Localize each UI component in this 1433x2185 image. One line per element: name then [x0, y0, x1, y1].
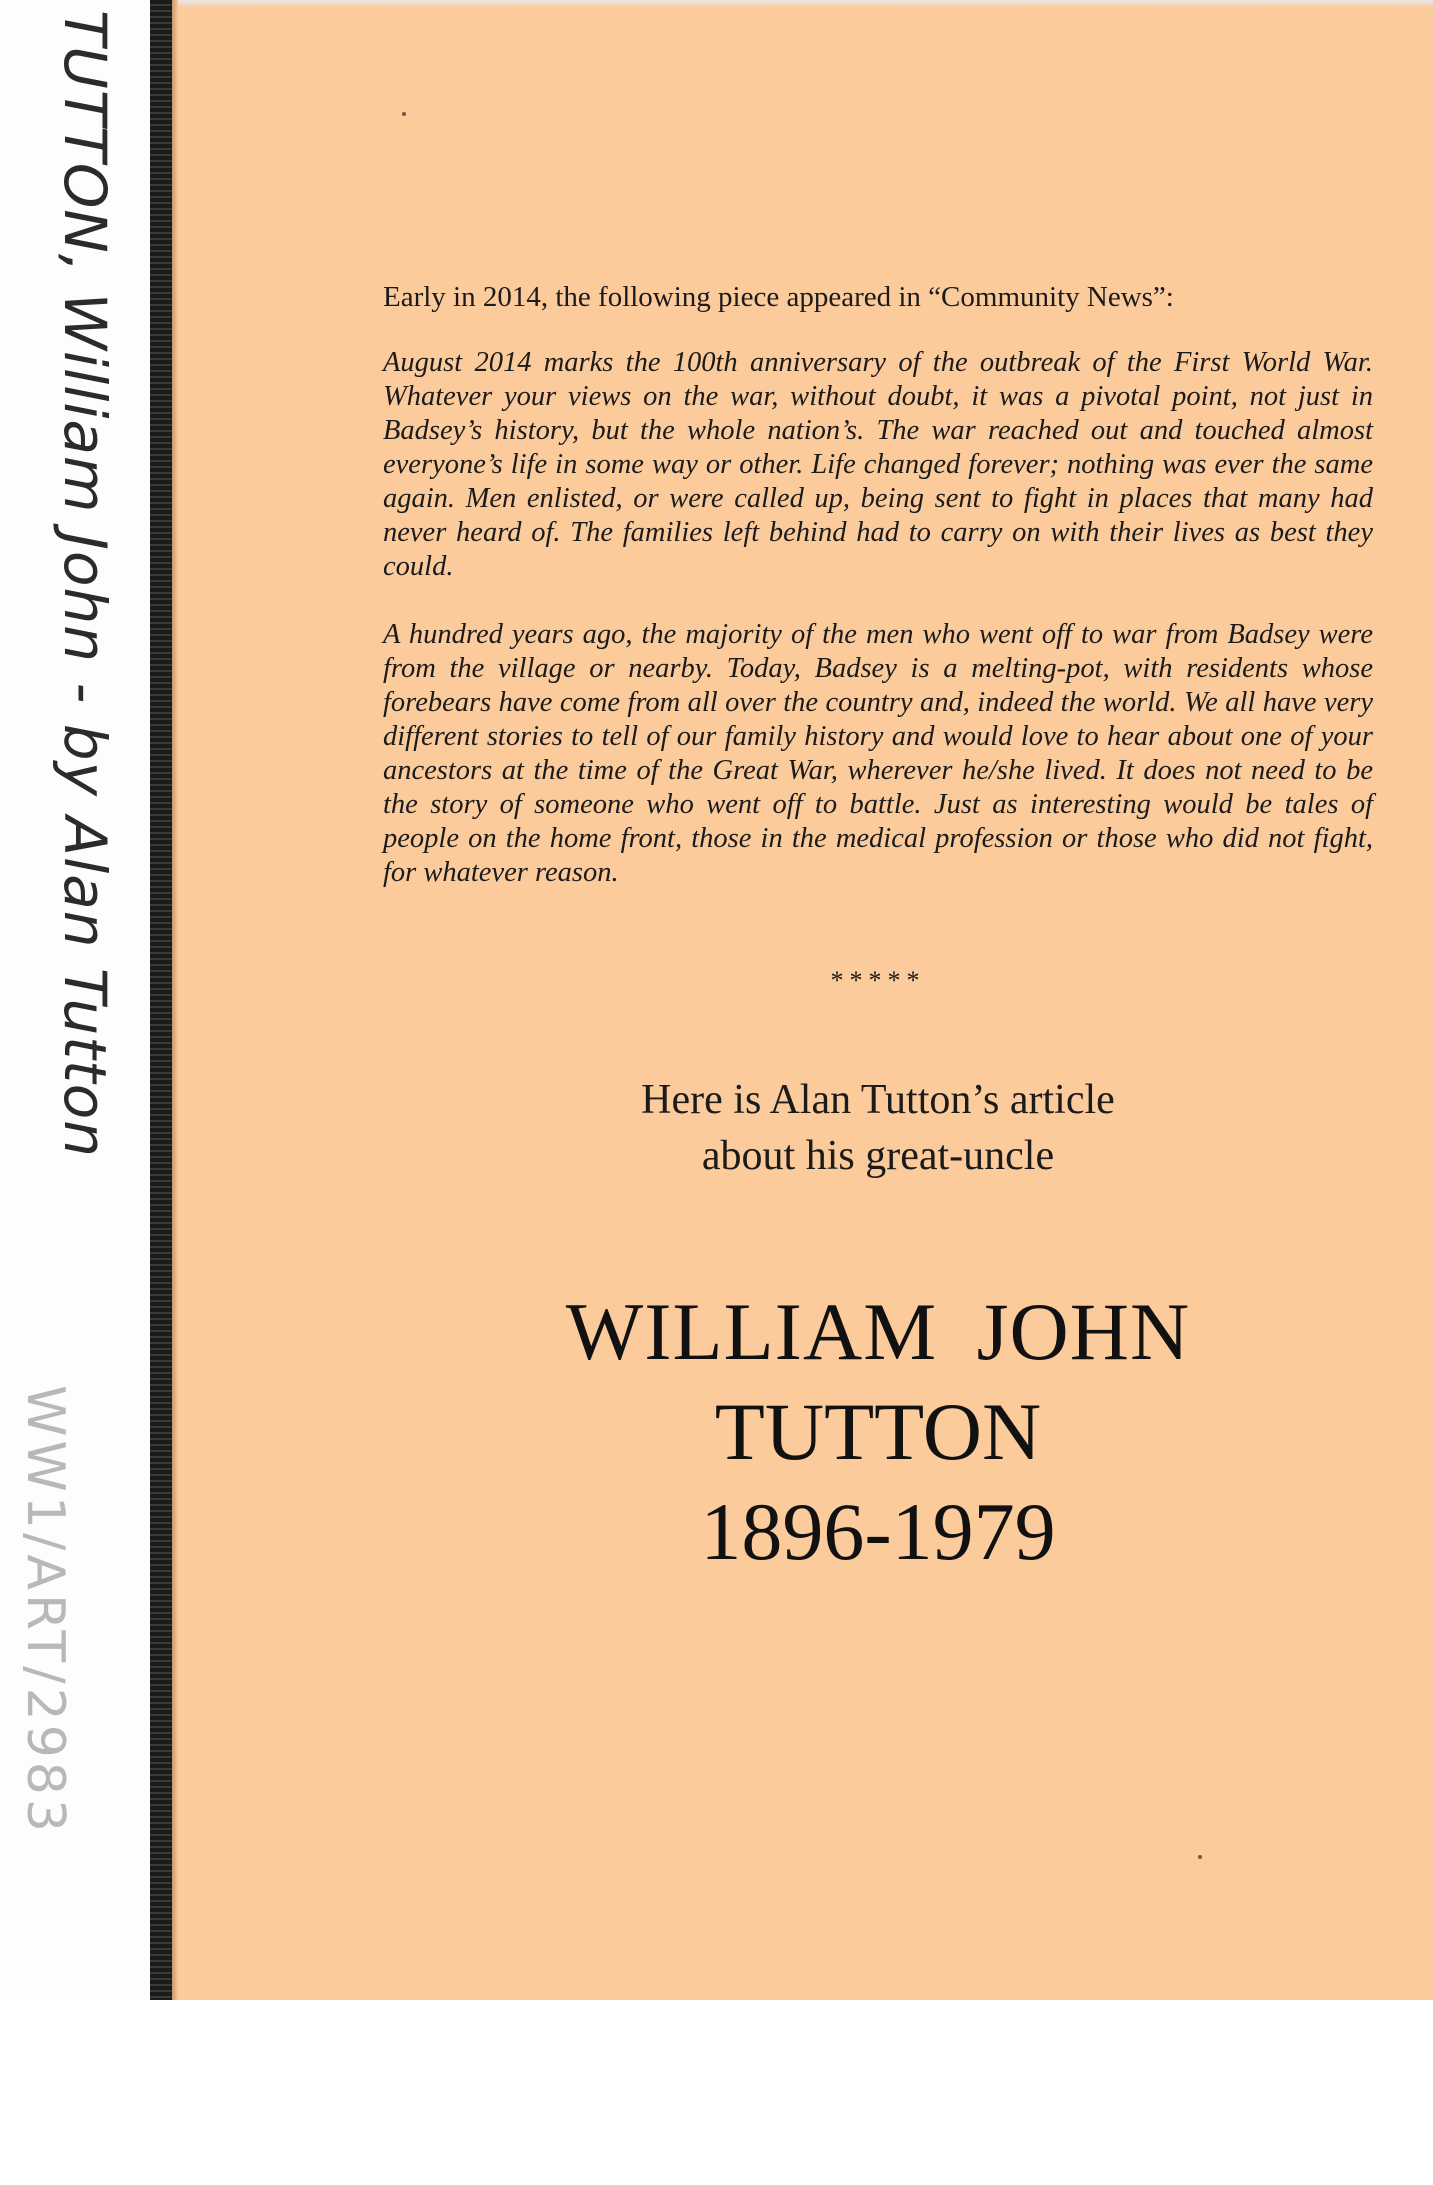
title-dates-line: 1896-1979: [700, 1486, 1056, 1577]
handwritten-title: TUTTON, William John - by Alan Tutton: [51, 10, 119, 1159]
page-top-edge: [178, 0, 1433, 8]
section-separator: *****: [830, 966, 926, 995]
article-title: [383, 1282, 1373, 1582]
intro-line: Early in 2014, the following piece appeared in “Community News”:: [383, 281, 1174, 313]
archive-reference: WW1/ART/2983: [15, 1385, 75, 1836]
paper-speck: [1198, 1855, 1202, 1859]
article-intro: [383, 1072, 1373, 1184]
title-name-line: WILLIAM JOHN: [565, 1286, 1191, 1377]
title-surname-line: TUTTON: [714, 1386, 1042, 1477]
archive-label-strip: [0, 0, 165, 2000]
quoted-paragraph-2: A hundred years ago, the majority of the men who went off to war from Badsey were from the village or nearby. Today, Badsey is a melting-pot, with residents whose forebears have come from all over the country and, indeed the world. We all have very different stories to tell of our family history and would love to hear about one of your ancestors at the time of the Great War, wherever he/she lived. It does not need to be the story of someone who went off to battle. Just as interesting would be tales of people on the home front, those in the medical profession or those who did not fight, for whatever reason.: [383, 619, 1373, 888]
binding-edge: [150, 0, 172, 2000]
article-intro-line-1: Here is Alan Tutton’s article: [641, 1077, 1115, 1123]
paper-speck: [402, 112, 406, 116]
article-body: [383, 278, 1373, 890]
article-intro-line-2: about his great-uncle: [701, 1133, 1055, 1179]
quoted-paragraph-1: August 2014 marks the 100th anniversary of the outbreak of the First World War. Whatever your views on the war, without doubt, it was a pivotal point, not just in Badsey’s history, but the whole nation’s. The war reached out and touched almost everyone’s life in some way or other. Life changed forever; nothing was ever the same again. Men enlisted, or were called up, being sent to fight in places that many had never heard of. The families left behind had to carry on with their lives as best they could.: [383, 347, 1373, 582]
